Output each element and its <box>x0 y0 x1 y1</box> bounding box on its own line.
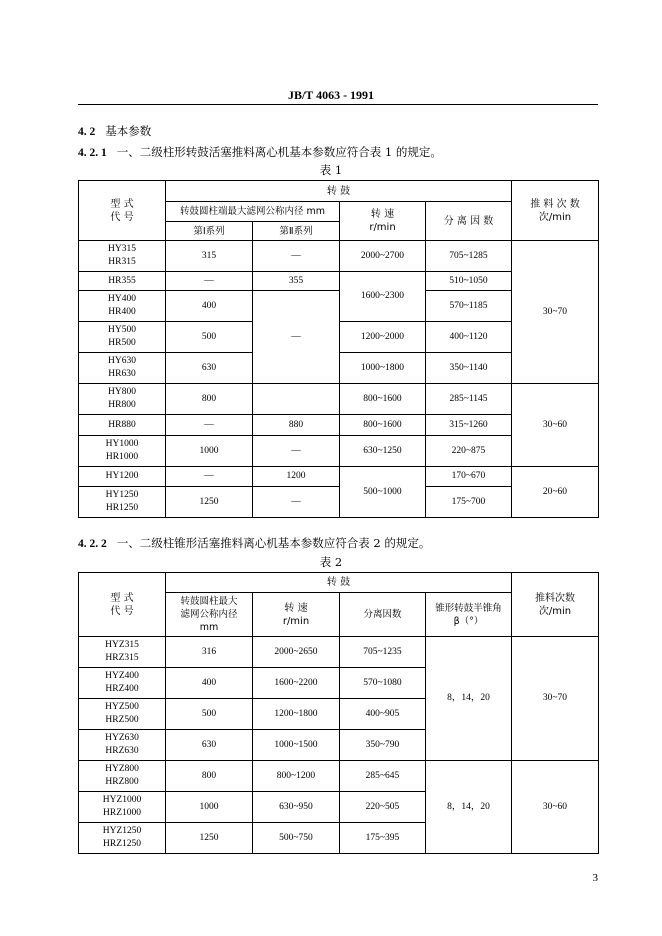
model-code: HYZ1250 <box>102 826 142 836</box>
model-cell <box>79 241 166 272</box>
speed-cell: 1600~2300 <box>340 272 426 322</box>
separation-cell: 315~1260 <box>426 415 512 436</box>
table-2 <box>78 572 599 854</box>
section-number: 4. 2 <box>78 126 96 138</box>
section-4-2 <box>78 123 151 139</box>
cone-angle-cell: 8，14，20 <box>426 637 512 761</box>
model-code: HR800 <box>108 400 136 410</box>
model-code: HYZ630 <box>105 733 139 743</box>
model-code: HY500 <box>108 325 136 335</box>
speed-cell: 800~1200 <box>253 761 340 792</box>
model-code: HR400 <box>108 307 136 317</box>
dia-series-2: — <box>253 436 340 467</box>
header-separation: 分 离 因 数 <box>426 202 512 241</box>
dia-series-1: — <box>166 272 253 291</box>
section-number: 4. 2. 2 <box>78 538 107 550</box>
document-header: JB/T 4063 - 1991 <box>287 88 375 102</box>
model-cell <box>79 384 166 415</box>
model-code: HY315 <box>108 244 136 254</box>
speed-cell: 1000~1500 <box>253 730 340 761</box>
model-code: HR315 <box>108 257 136 267</box>
section-title: 基本参数 <box>105 124 152 138</box>
model-code: HYZ1000 <box>102 795 142 805</box>
table-row <box>79 384 599 415</box>
speed-cell: 800~1600 <box>340 415 426 436</box>
dia-series-1: — <box>166 415 253 436</box>
model-cell <box>79 730 166 761</box>
dia-series-1: — <box>166 467 253 487</box>
section-text: 一、二级柱锥形活塞推料离心机基本参数应符合表 2 的规定。 <box>116 536 431 550</box>
model-code: HY1000 <box>105 439 139 449</box>
dia-series-1: 400 <box>166 291 253 322</box>
model-code: HY400 <box>108 294 136 304</box>
dia-series-1: 800 <box>166 384 253 415</box>
header-rule <box>78 104 598 105</box>
header-diameter <box>166 593 253 637</box>
dia-series-2: — <box>253 291 340 384</box>
dia-series-2: 880 <box>253 415 340 436</box>
separation-cell: 220~875 <box>426 436 512 467</box>
separation-cell: 220~505 <box>340 792 426 823</box>
diameter-cell: 630 <box>166 730 253 761</box>
header-series-2: 第Ⅱ系列 <box>253 222 340 241</box>
separation-cell: 400~1120 <box>426 322 512 353</box>
separation-cell: 170~670 <box>426 467 512 487</box>
dia-series-2: — <box>253 241 340 272</box>
table-row <box>79 467 599 487</box>
dia-series-2: 355 <box>253 272 340 291</box>
table-row <box>79 637 599 668</box>
separation-cell: 570~1080 <box>340 668 426 699</box>
header-speed-line1: 转 速 <box>284 602 308 614</box>
speed-cell: 800~1600 <box>340 384 426 415</box>
section-number: 4. 2. 1 <box>78 147 107 159</box>
section-text: 一、二级柱形转鼓活塞推料离心机基本参数应符合表 1 的规定。 <box>116 145 442 159</box>
table-1 <box>78 180 599 518</box>
speed-cell: 2000~2650 <box>253 637 340 668</box>
model-code: HRZ630 <box>105 746 139 756</box>
push-cell: 30~60 <box>512 761 599 854</box>
speed-cell: 1000~1800 <box>340 353 426 384</box>
header-speed <box>253 593 340 637</box>
section-4-2-2 <box>78 535 430 551</box>
header-type-line1: 型 式 <box>110 592 134 604</box>
model-cell <box>79 699 166 730</box>
separation-cell: 705~1235 <box>340 637 426 668</box>
speed-cell: 1200~2000 <box>340 322 426 353</box>
model-code: HRZ1250 <box>103 839 141 849</box>
section-4-2-1 <box>78 144 442 160</box>
header-separation: 分离因数 <box>340 593 426 637</box>
diameter-cell: 316 <box>166 637 253 668</box>
separation-cell: 175~395 <box>340 823 426 854</box>
model-code: HR1000 <box>105 452 139 462</box>
model-cell <box>79 823 166 854</box>
separation-cell: 350~1140 <box>426 353 512 384</box>
model-cell <box>79 761 166 792</box>
separation-cell: 510~1050 <box>426 272 512 291</box>
speed-cell: 1600~2200 <box>253 668 340 699</box>
model-code: HY630 <box>108 356 136 366</box>
speed-cell: 1200~1800 <box>253 699 340 730</box>
header-diameter-unit: mm <box>199 622 219 633</box>
header-push-line1: 推料次数 <box>535 592 575 604</box>
dia-series-1: 500 <box>166 322 253 353</box>
dia-series-1: 630 <box>166 353 253 384</box>
model-code: HR1250 <box>105 503 139 513</box>
header-push-unit: 次/min <box>538 605 572 617</box>
header-speed-unit: r/min <box>369 222 396 233</box>
header-cone-angle-line2: β（°） <box>453 615 484 627</box>
diameter-cell: 1000 <box>166 792 253 823</box>
header-speed-line1: 转 速 <box>370 209 395 220</box>
table-row <box>79 761 599 792</box>
model-cell <box>79 322 166 353</box>
header-type <box>79 573 166 637</box>
header-type-line2: 代 号 <box>110 211 134 223</box>
separation-cell: 175~700 <box>426 487 512 518</box>
model-code: HRZ1000 <box>103 808 141 818</box>
page-number: 3 <box>592 872 598 884</box>
speed-cell: 500~750 <box>253 823 340 854</box>
model-code: HY1250 <box>105 490 139 500</box>
model-cell <box>79 353 166 384</box>
separation-cell: 570~1185 <box>426 291 512 322</box>
push-cell: 20~60 <box>512 467 599 518</box>
model-code: HYZ800 <box>105 764 139 774</box>
header-diameter-line2: 滤网公称内径 <box>180 609 238 620</box>
dia-series-2: 1200 <box>253 467 340 487</box>
header-push <box>512 573 599 637</box>
model-code: HYZ315 <box>105 640 139 650</box>
model-code: HRZ400 <box>105 684 139 694</box>
speed-cell: 500~1000 <box>340 467 426 518</box>
dia-series-2: — <box>253 487 340 518</box>
model-code: HRZ800 <box>105 777 139 787</box>
table-1-caption: 表 1 <box>319 163 343 177</box>
dia-series-2 <box>253 384 340 415</box>
header-cone-angle-line1: 锥形转鼓半锥角 <box>435 602 502 614</box>
model-code: HY800 <box>108 387 136 397</box>
model-code: HRZ315 <box>105 653 139 663</box>
push-cell: 30~60 <box>512 384 599 467</box>
model-cell <box>79 668 166 699</box>
header-type <box>79 181 166 241</box>
header-diameter: 转鼓圆柱端最大滤网公称内径 mm <box>166 202 340 222</box>
separation-cell: 705~1285 <box>426 241 512 272</box>
table-row <box>79 241 599 272</box>
header-cone-angle <box>426 593 512 637</box>
separation-cell: 285~1145 <box>426 384 512 415</box>
dia-series-1: 1000 <box>166 436 253 467</box>
model-code: HRZ500 <box>105 715 139 725</box>
push-cell: 30~70 <box>512 637 599 761</box>
header-push <box>512 181 599 241</box>
header-push-line1: 推 料 次 数 <box>530 198 580 210</box>
speed-cell: 630~950 <box>253 792 340 823</box>
header-drum: 转 鼓 <box>166 181 512 202</box>
dia-series-1: 1250 <box>166 487 253 518</box>
header-type-line1: 型 式 <box>110 198 134 210</box>
model-code: HR500 <box>108 338 136 348</box>
model-cell <box>79 436 166 467</box>
header-push-unit: 次/min <box>538 211 572 223</box>
header-series-1: 第Ⅰ系列 <box>166 222 253 241</box>
header-diameter-line1: 转鼓圆柱最大 <box>180 596 238 607</box>
separation-cell: 285~645 <box>340 761 426 792</box>
model-code: HYZ500 <box>105 702 139 712</box>
model-code: HR630 <box>108 369 136 379</box>
model-cell: HR880 <box>79 415 166 436</box>
model-cell <box>79 487 166 518</box>
model-cell <box>79 792 166 823</box>
diameter-cell: 500 <box>166 699 253 730</box>
model-cell <box>79 291 166 322</box>
diameter-cell: 400 <box>166 668 253 699</box>
diameter-cell: 1250 <box>166 823 253 854</box>
model-cell: HR355 <box>79 272 166 291</box>
cone-angle-cell: 8，14，20 <box>426 761 512 854</box>
speed-cell: 2000~2700 <box>340 241 426 272</box>
header-drum: 转 鼓 <box>166 573 512 593</box>
model-cell <box>79 637 166 668</box>
diameter-cell: 800 <box>166 761 253 792</box>
separation-cell: 400~905 <box>340 699 426 730</box>
push-cell: 30~70 <box>512 241 599 384</box>
header-type-line2: 代 号 <box>110 605 134 617</box>
header-speed <box>340 202 426 241</box>
model-code: HYZ400 <box>105 671 139 681</box>
dia-series-1: 315 <box>166 241 253 272</box>
separation-cell: 350~790 <box>340 730 426 761</box>
header-speed-unit: r/min <box>282 615 310 627</box>
model-cell: HY1200 <box>79 467 166 487</box>
table-2-caption: 表 2 <box>319 555 343 569</box>
speed-cell: 630~1250 <box>340 436 426 467</box>
